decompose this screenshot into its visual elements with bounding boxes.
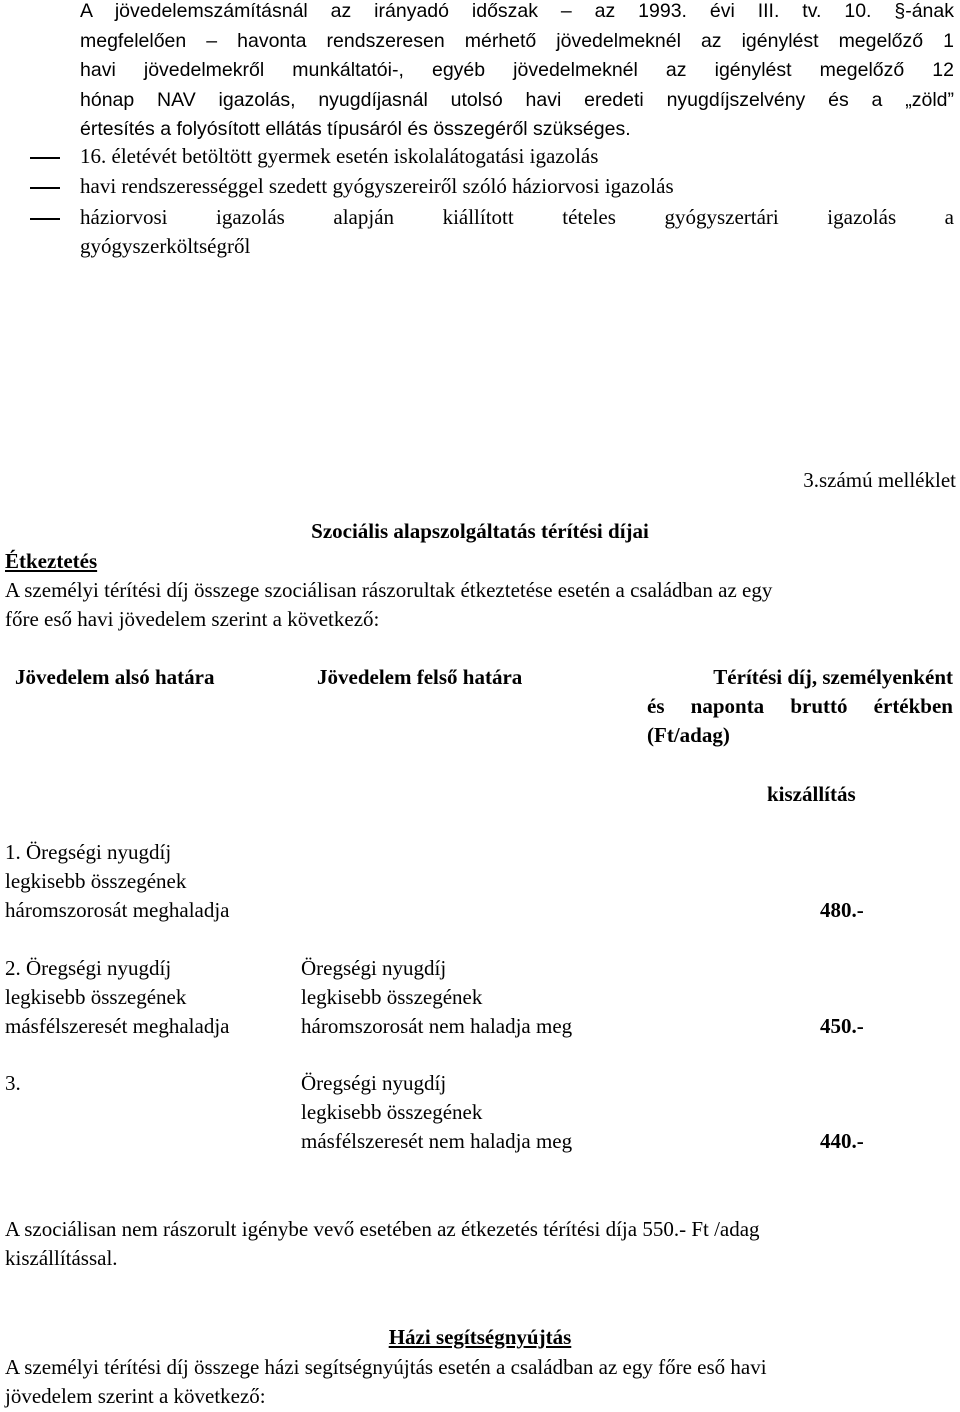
subheader-delivery: kiszállítás: [767, 782, 856, 806]
cell-line: 2. Öregségi nyugdíj: [5, 956, 172, 980]
section2-paragraph: [5, 1353, 935, 1411]
bullet-dash: [30, 218, 60, 220]
cell-line: legkisebb összegének: [5, 985, 187, 1009]
table-row: [5, 838, 955, 928]
intro-line: értesítés a folyósított ellátás típusáról és összegéről szükséges.: [80, 118, 631, 140]
header-line: (Ft/adag): [647, 723, 730, 747]
section1-paragraph: [5, 576, 935, 634]
intro-line: hónap NAV igazolás, nyugdíjasnál utolsó havi eredeti nyugdíjszelvény és a „zöld”: [80, 88, 954, 111]
paragraph-line: jövedelem szerint a következő:: [5, 1384, 266, 1408]
cell-fee: 440.-: [820, 1129, 864, 1153]
cell-line: másfélszeresét meghaladja: [5, 1014, 230, 1038]
bullet-dash: [30, 157, 60, 159]
cell-upper: [301, 1069, 572, 1156]
cell-line: legkisebb összegének: [301, 985, 483, 1009]
cell-line: legkisebb összegének: [5, 869, 187, 893]
cell-lower: [5, 954, 229, 1041]
cell-line: másfélszeresét nem haladja meg: [301, 1129, 573, 1153]
cell-line: háromszorosát meghaladja: [5, 898, 230, 922]
annex-label: 3.számú melléklet: [803, 468, 956, 492]
main-title: Szociális alapszolgáltatás térítési díjai: [311, 519, 649, 543]
column-header-lower: Jövedelem alsó határa: [15, 665, 215, 689]
cell-line: Öregségi nyugdíj: [301, 1071, 447, 1095]
cell-line: háromszorosát nem haladja meg: [301, 1014, 573, 1038]
cell-lower: [5, 1069, 21, 1098]
cell-upper: [301, 954, 572, 1041]
table-row: [5, 1069, 955, 1159]
paragraph-line: főre eső havi jövedelem szerint a következő:: [5, 607, 380, 631]
cell-fee: 450.-: [820, 1014, 864, 1038]
note-line: kiszállítással.: [5, 1246, 118, 1270]
cell-line: 1. Öregségi nyugdíj: [5, 840, 172, 864]
paragraph-line: A személyi térítési díj összege házi segítségnyújtás esetén a családban az egy főre eső havi: [5, 1355, 767, 1379]
intro-line: A jövedelemszámításnál az irányadó időszak – az 1993. évi III. tv. 10. §-ának: [80, 0, 954, 22]
cell-lower: [5, 838, 230, 925]
intro-line: havi jövedelmekről munkáltatói-, egyéb jövedelmeknél az igénylést megelőző 12: [80, 59, 954, 81]
bullet-dash: [30, 187, 60, 189]
bullet-item: [80, 142, 954, 171]
bullet-line: 16. életévét betöltött gyermek esetén iskolalátogatási igazolás: [80, 144, 599, 168]
note-line: A szociálisan nem rászorult igénybe vevő esetében az étkezetés térítési díja 550.- Ft /adag: [5, 1217, 760, 1241]
cell-line: Öregségi nyugdíj: [301, 956, 447, 980]
cell-line: 3.: [5, 1071, 21, 1095]
cell-line: legkisebb összegének: [301, 1100, 483, 1124]
paragraph-line: A személyi térítési díj összege szociálisan rászorultak étkeztetése esetén a családban az egy: [5, 578, 773, 602]
column-header-upper: Jövedelem felső határa: [317, 665, 523, 689]
header-line: és naponta bruttó értékben: [647, 694, 953, 718]
bullet-line: gyógyszerköltségről: [80, 234, 251, 258]
intro-paragraph: [80, 0, 954, 145]
bullet-line: háziorvosi igazolás alapján kiállított tételes gyógyszertári igazolás a: [80, 205, 954, 229]
bullet-item: [80, 203, 954, 261]
header-line: Térítési díj, személyenként: [713, 665, 953, 689]
intro-line: megfelelően – havonta rendszeresen mérhető jövedelmeknél az igénylést megelőző 1: [80, 29, 954, 52]
bullet-item: [80, 172, 954, 201]
table-row: [5, 954, 955, 1044]
section-heading-hazi-segitsegnyujtas: Házi segítségnyújtás: [388, 1325, 572, 1349]
bullet-line: havi rendszerességgel szedett gyógyszereiről szóló háziorvosi igazolás: [80, 174, 674, 198]
non-eligible-note: [5, 1215, 935, 1273]
column-header-fee: [647, 663, 953, 750]
cell-fee: 480.-: [820, 898, 864, 922]
section-heading-etkeztetes: Étkeztetés: [5, 549, 98, 573]
